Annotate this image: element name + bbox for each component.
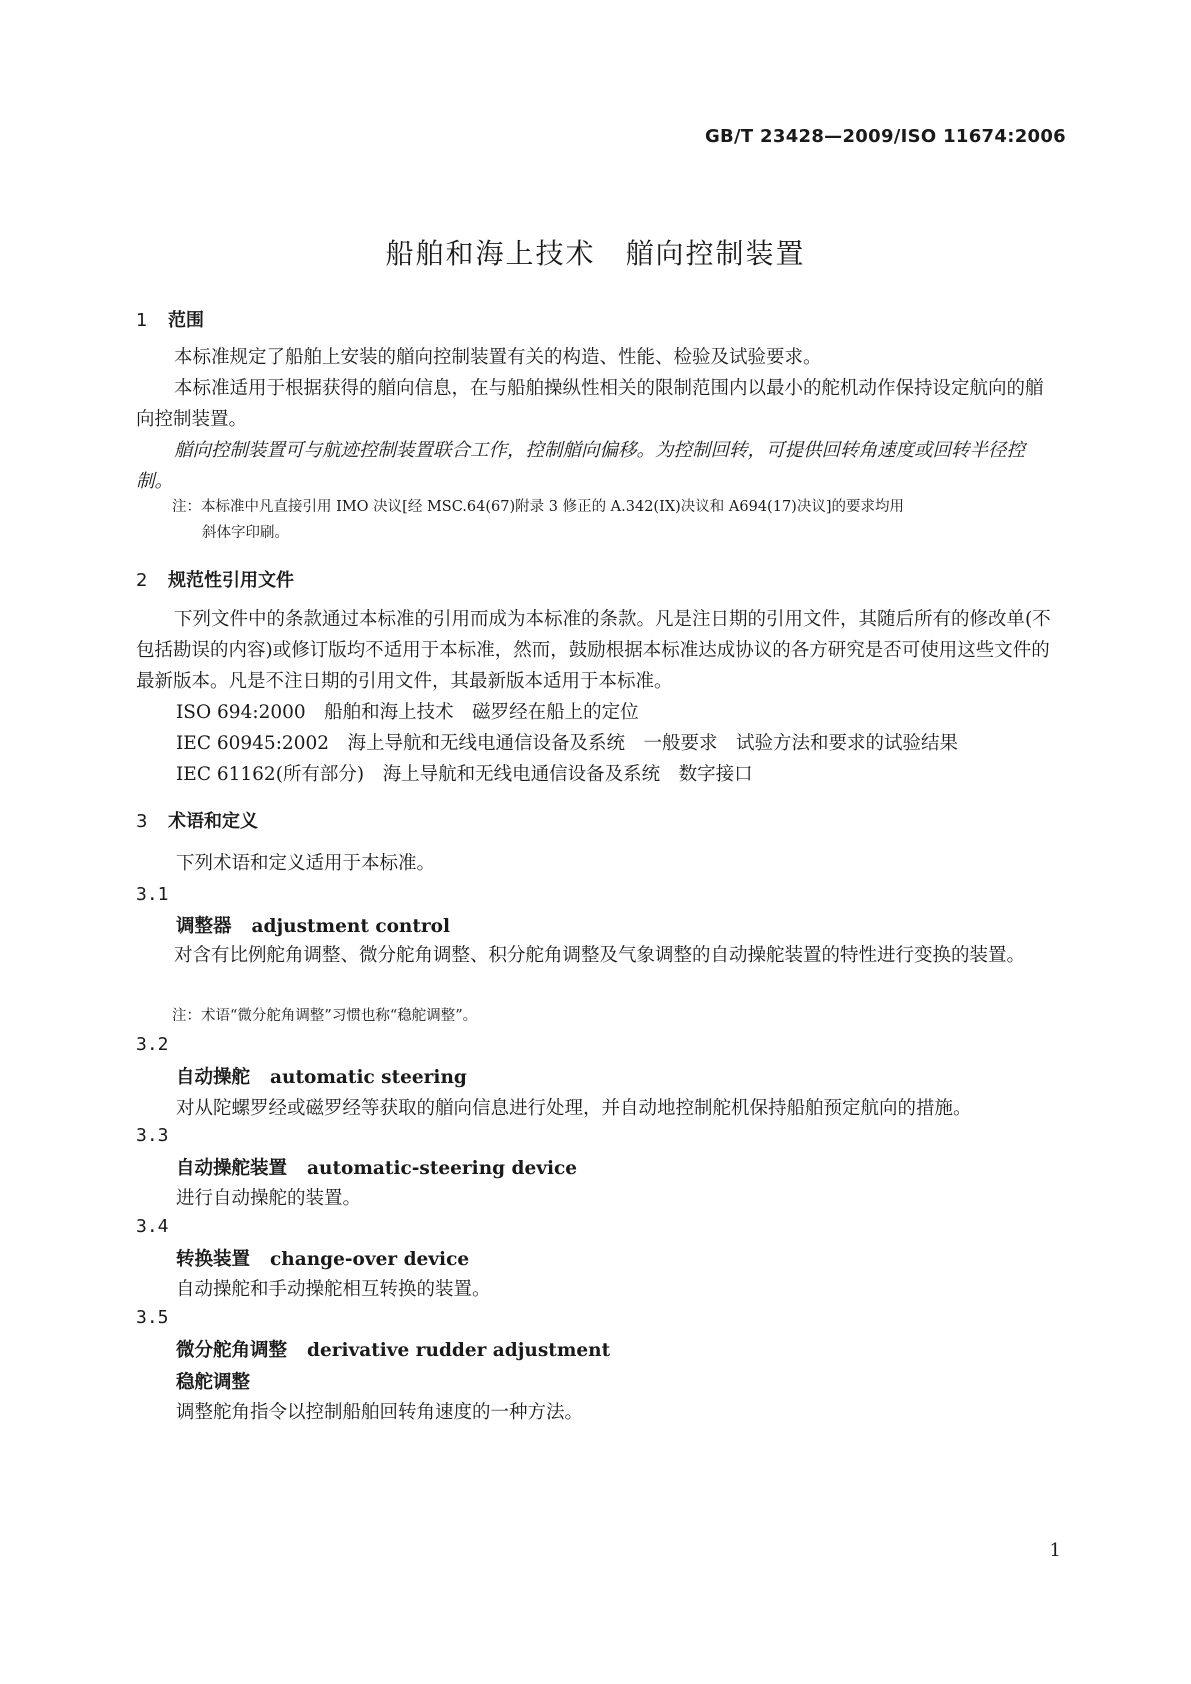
section-title: 范围 [168, 310, 204, 331]
term-zh: 调整器 [176, 916, 232, 937]
section-title: 术语和定义 [168, 811, 258, 832]
note-line-1: 注：本标准中凡直接引用 IMO 决议[经 MSC.64(67)附录 3 修正的 A.342(IX)决议和 A694(17)决议]的要求均用 [172, 499, 904, 515]
reference-item: IEC 60945:2002 海上导航和无线电通信设备及系统 一般要求 试验方法和要求的试验结果 [176, 733, 959, 754]
term-zh: 自动操舵装置 [176, 1158, 288, 1179]
term-heading [176, 1245, 469, 1271]
term-heading [176, 1154, 577, 1180]
term-zh: 自动操舵 [176, 1067, 251, 1088]
term-definition: 进行自动操舵的装置。 [176, 1188, 362, 1209]
term-definition: 对从陀螺罗经或磁罗经等获取的艏向信息进行处理，并自动地控制舵机保持船舶预定航向的措施。 [176, 1098, 972, 1119]
term-note: 注：术语“微分舵角调整”习惯也称“稳舵调整”。 [172, 1008, 478, 1024]
section-number: 2 [136, 570, 148, 591]
term-alt-heading [176, 1368, 250, 1394]
term-en: automatic-steering device [307, 1158, 578, 1179]
term-definition: 调整舵角指令以控制船舶回转角速度的一种方法。 [176, 1402, 584, 1423]
term-en: change-over device [270, 1249, 470, 1270]
term-definition: 对含有比例舵角调整、微分舵角调整、积分舵角调整及气象调整的自动操舵装置的特性进行变换的装置。 [174, 945, 1026, 966]
note-line-2: 斜体字印刷。 [202, 525, 289, 541]
section-2-heading [136, 566, 294, 592]
term-zh: 微分舵角调整 [176, 1340, 288, 1361]
scope-paragraph-3: 艏向控制装置可与航迹控制装置联合工作，控制艏向偏移。为控制回转，可提供回转角速度或回转半径控制。 [136, 440, 1026, 492]
term-number: 3.2 [136, 1034, 169, 1055]
term-alt-zh: 稳舵调整 [176, 1372, 251, 1393]
term-heading [176, 1063, 467, 1089]
section-1-heading [136, 306, 204, 332]
term-number: 3.4 [136, 1216, 169, 1237]
reference-item: IEC 61162(所有部分) 海上导航和无线电通信设备及系统 数字接口 [176, 764, 753, 785]
term-en: automatic steering [270, 1067, 467, 1088]
scope-note [172, 494, 1056, 546]
scope-paragraph-2: 本标准适用于根据获得的艏向信息，在与船舶操纵性相关的限制范围内以最小的舵机动作保持设定航向的艏向控制装置。 [136, 378, 1044, 430]
section-number: 3 [136, 811, 148, 832]
terms-intro: 下列术语和定义适用于本标准。 [176, 853, 436, 874]
page-number: 1 [1049, 1540, 1061, 1561]
normative-refs-paragraph: 下列文件中的条款通过本标准的引用而成为本标准的条款。凡是注日期的引用文件，其随后所有的修改单(不包括勘误的内容)或修订版均不适用于本标准，然而，鼓励根据本标准达成协议的各方研究是否可使用这些文件的最新版本。凡是不注日期的引用文件，其最新版本适用于本标准。 [136, 609, 1051, 692]
term-en: derivative rudder adjustment [307, 1340, 611, 1361]
section-3-heading [136, 807, 258, 833]
document-title: 船舶和海上技术 艏向控制装置 [385, 237, 806, 270]
scope-paragraph-1: 本标准规定了船舶上安装的艏向控制装置有关的构造、性能、检验及试验要求。 [174, 347, 822, 368]
term-number: 3.1 [136, 884, 169, 905]
section-title: 规范性引用文件 [168, 570, 294, 591]
term-number: 3.3 [136, 1125, 169, 1146]
term-definition: 自动操舵和手动操舵相互转换的装置。 [176, 1279, 491, 1300]
term-heading [176, 1336, 610, 1362]
term-zh: 转换装置 [176, 1249, 251, 1270]
standard-number: GB/T 23428—2009/ISO 11674:2006 [704, 126, 1066, 147]
reference-item: ISO 694:2000 船舶和海上技术 磁罗经在船上的定位 [176, 702, 639, 723]
term-en: adjustment control [251, 916, 451, 937]
term-heading [176, 912, 450, 938]
term-number: 3.5 [136, 1307, 169, 1328]
section-number: 1 [136, 310, 148, 331]
